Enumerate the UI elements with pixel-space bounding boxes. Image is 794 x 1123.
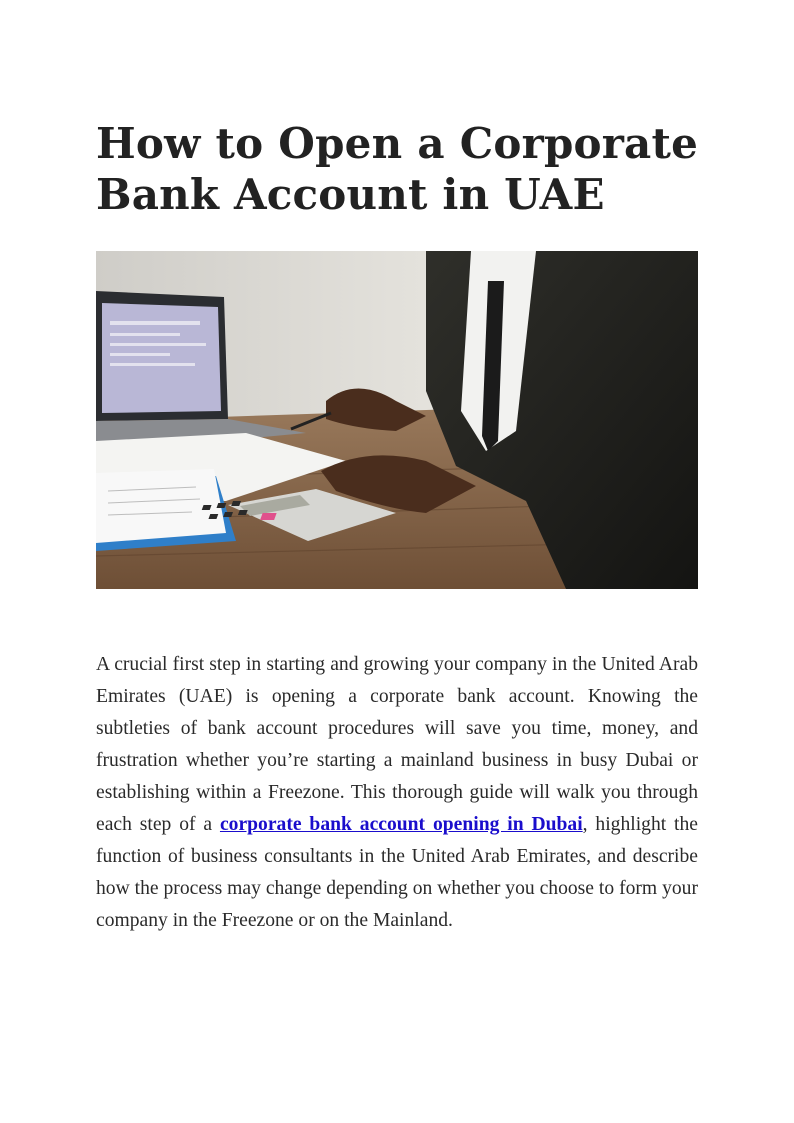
intro-text-end: , highlight the function of business consultants in the United Arab Emirates, and describe how the process may change depending on whether you choose to form your company in the Freezone or on the Mainland. (96, 814, 698, 931)
corporate-bank-account-link[interactable]: corporate bank account opening in Dubai (219, 814, 583, 835)
intro-text-start: A crucial first step in starting and growing your company in the United Arab Emirates (UAE) is opening a corporate bank account. Knowing the subtleties of bank account procedures will save you time, money, and frustration whether you’re starting a mainland business in busy Dubai or establishing within a Freezone. This thorough guide will walk you through each step of a (96, 654, 698, 835)
page-title: How to Open a Corporate Bank Account in UAE (96, 119, 698, 219)
intro-paragraph (96, 649, 698, 937)
laptop-screen (102, 303, 221, 413)
hero-image (96, 251, 698, 589)
